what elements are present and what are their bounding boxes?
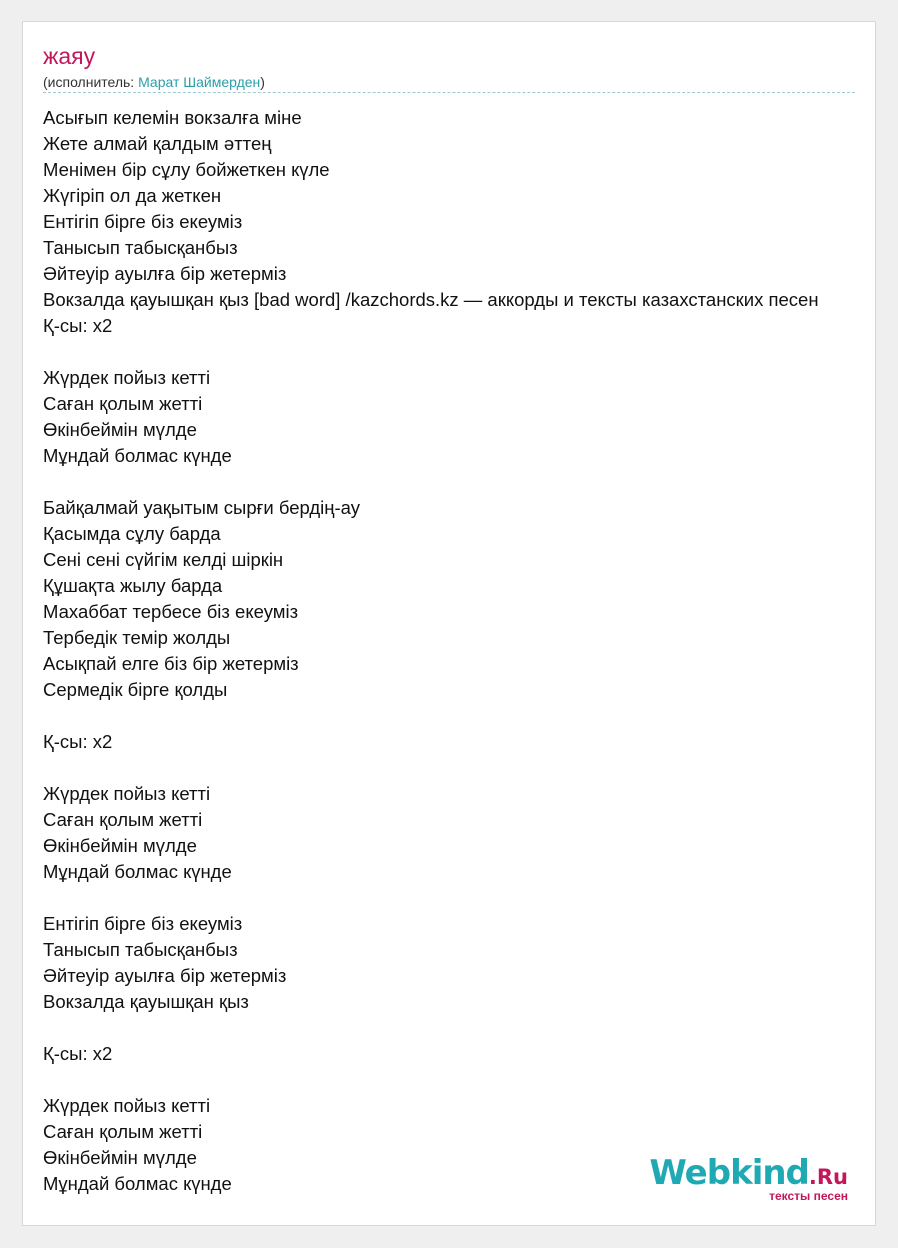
lyric-line: Асығып келемін вокзалға міне: [43, 107, 302, 128]
lyric-line: Саған қолым жетті: [43, 393, 203, 414]
lyric-line: Саған қолым жетті: [43, 1121, 203, 1142]
lyric-line: Жүгіріп ол да жеткен: [43, 185, 222, 206]
lyric-line: Өкінбеймін мүлде: [43, 835, 197, 856]
lyric-line: Сермедік бірге қолды: [43, 679, 228, 700]
logo-brand: Webkind: [649, 1153, 809, 1193]
lyric-line: Қ-сы: x2: [43, 731, 113, 752]
lyric-line: [43, 755, 876, 781]
webkind-logo[interactable]: [648, 1153, 848, 1203]
lyric-line: Жүрдек пойыз кетті: [43, 783, 211, 804]
lyric-line: Жүрдек пойыз кетті: [43, 367, 211, 388]
lyric-line: Мұндай болмас күнде: [43, 1173, 232, 1194]
lyrics-body: [43, 105, 876, 1197]
lyric-line: Мұндай болмас күнде: [43, 445, 232, 466]
lyric-line: Өкінбеймін мүлде: [43, 419, 197, 440]
logo-tld: .Ru: [808, 1165, 848, 1189]
artist-link[interactable]: Марат Шаймерден: [138, 74, 261, 90]
lyric-line: Сені сені сүйгім келді шіркін: [43, 549, 284, 570]
lyric-line: Танысып табысқанбыз: [43, 939, 238, 960]
lyrics-card: [22, 21, 876, 1226]
lyric-line: Өкінбеймін мүлде: [43, 1147, 197, 1168]
lyric-line: Қ-сы: x2: [43, 1043, 113, 1064]
lyric-line: Ентігіп бірге біз екеуміз: [43, 211, 243, 232]
lyric-line: Байқалмай уақытым сырғи бердің-ау: [43, 497, 360, 518]
lyric-line: Әйтеуір ауылға бір жетерміз: [43, 965, 287, 986]
lyric-line: Вокзалда қауышқан қыз: [43, 991, 249, 1012]
lyric-line: Мұндай болмас күнде: [43, 861, 232, 882]
lyric-line: Қ-сы: x2: [43, 315, 113, 336]
lyric-line: [43, 885, 876, 911]
lyric-line: Қасымда сұлу барда: [43, 523, 221, 544]
artist-prefix: (исполнитель:: [43, 74, 139, 90]
lyric-line: Жете алмай қалдым әттең: [43, 133, 272, 154]
lyric-line: [43, 703, 876, 729]
artist-line: [43, 73, 855, 93]
lyric-line: Танысып табысқанбыз: [43, 237, 238, 258]
lyric-line: [43, 469, 876, 495]
artist-suffix: ): [260, 74, 265, 90]
lyric-line: Саған қолым жетті: [43, 809, 203, 830]
lyric-line: [43, 1067, 876, 1093]
lyric-line: [43, 339, 876, 365]
lyric-line: [43, 1015, 876, 1041]
logo-subtitle: тексты песен: [769, 1189, 848, 1203]
lyric-line: Жүрдек пойыз кетті: [43, 1095, 211, 1116]
lyric-line: Вокзалда қауышқан қыз [bad word] /kazchords.kz — аккорды и тексты казахстанских песен: [43, 289, 819, 310]
lyric-line: Менімен бір сұлу бойжеткен күле: [43, 159, 330, 180]
lyric-line: Құшақта жылу барда: [43, 575, 223, 596]
lyric-line: Әйтеуір ауылға бір жетерміз: [43, 263, 287, 284]
lyric-line: Ентігіп бірге біз екеуміз: [43, 913, 243, 934]
lyric-line: Махаббат тербесе біз екеуміз: [43, 601, 299, 622]
song-title: жаяу: [43, 43, 96, 69]
lyric-line: Тербедік темір жолды: [43, 627, 231, 648]
lyric-line: Асықпай елге біз бір жетерміз: [43, 653, 299, 674]
